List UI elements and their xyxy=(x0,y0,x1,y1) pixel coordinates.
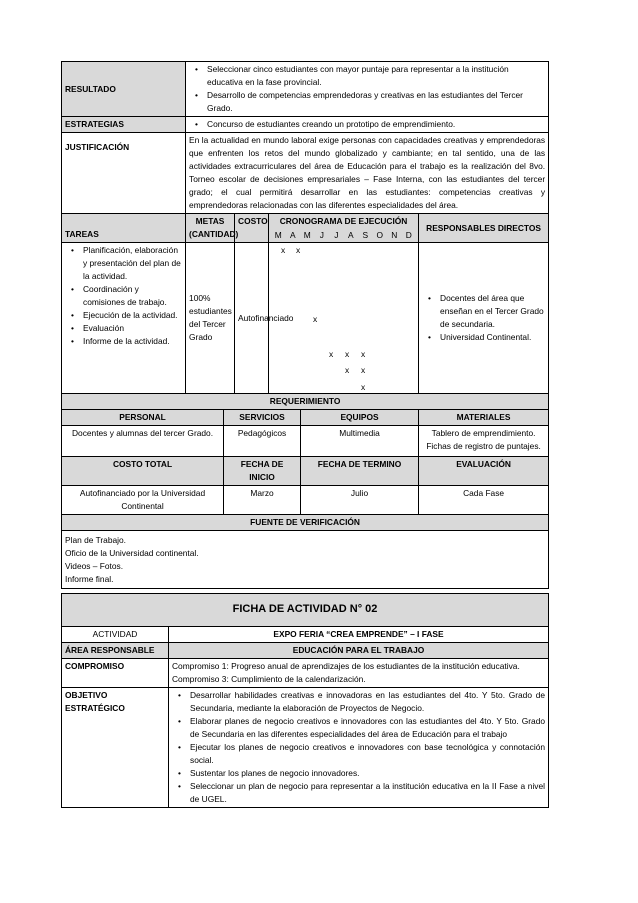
fuente-item: Plan de Trabajo. xyxy=(65,535,126,546)
justificacion-text: En la actualidad en mundo laboral exige personas con capacidades creativas y emprendedoras que enfrenten los retos del mundo globalizado y cambiante; en tal sentido, una de las actividades extracurriculares del área de Educación para el trabajo es la realización del 8vo. Torneo escolar de decisiones empresariales – Fase Interna, con las estudiantes del tercer grado; el cual permitirá desarrollar en las estudiantes: competencias creativas y emprendedoras relacionadas con las diferentes especialidades del área. xyxy=(186,133,549,214)
fuente-item: Informe final. xyxy=(65,574,114,585)
responsable-item: • Docentes del área que enseñan en el Tercer Grado de secundaria. xyxy=(440,292,545,331)
requerimiento-label: REQUERIMIENTO xyxy=(62,394,549,410)
costo-value: Autofinanciado xyxy=(235,243,269,394)
month-label: S xyxy=(362,229,369,240)
cost-header-evaluacion: EVALUACIÓN xyxy=(419,457,549,486)
fecha-termino-value: Julio xyxy=(301,486,419,515)
req-header-personal: PERSONAL xyxy=(62,410,224,426)
actividad-value: EXPO FERIA “CREA EMPRENDE” – I FASE xyxy=(169,627,549,643)
objetivo-content xyxy=(169,688,549,808)
sheet-title: FICHA DE ACTIVIDAD N° 02 xyxy=(62,594,549,627)
objetivo-item: • Sustentar los planes de negocio innovadores. xyxy=(190,767,545,780)
req-servicios: Pedagógicos xyxy=(224,426,301,457)
responsables-list xyxy=(419,243,549,394)
evaluacion-value: Cada Fase xyxy=(419,486,549,515)
tarea-item: • Informe de la actividad. xyxy=(83,335,182,348)
cost-header-termino: FECHA DE TERMINO xyxy=(301,457,419,486)
fuente-item: Oficio de la Universidad continental. xyxy=(65,548,199,559)
fuente-list xyxy=(62,531,549,589)
responsable-item: • Universidad Continental. xyxy=(440,331,545,344)
area-label: ÁREA RESPONSABLE xyxy=(62,643,169,659)
estrategias-content xyxy=(186,117,549,133)
month-label: M xyxy=(274,229,282,240)
objetivo-item: • Seleccionar un plan de negocio para representar a la institución educativa en la II Fase a nivel de UGEL. xyxy=(190,780,545,806)
resultado-item: • Seleccionar cinco estudiantes con mayor puntaje para representar a la institución educativa en la fase provincial. xyxy=(207,63,545,89)
req-header-servicios: SERVICIOS xyxy=(224,410,301,426)
header-costo: COSTO xyxy=(235,214,269,243)
tarea-item: • Planificación, elaboración y presentación del plan de la actividad. xyxy=(83,244,182,283)
estrategias-label: ESTRATEGIAS xyxy=(62,117,186,133)
month-label: A xyxy=(347,229,354,240)
objetivo-item: • Desarrollar habilidades creativas e innovadoras en las estudiantes del 4to. Y 5to. Grado de Secundaria, mediante la elaboración de Proyectos de Negocio. xyxy=(190,689,545,715)
objetivo-item: • Elaborar planes de negocio creativos e innovadores con las estudiantes del 4to. Y 5to. Grado de Secundaria en las diferentes especialidades del área de Educación para el trabajo xyxy=(190,715,545,741)
schedule-mark: x xyxy=(312,314,318,325)
activity-sheet-02 xyxy=(61,593,549,808)
month-label: N xyxy=(391,229,398,240)
month-label: A xyxy=(289,229,296,240)
tareas-list xyxy=(62,243,186,394)
req-personal: Docentes y alumnas del tercer Grado. xyxy=(62,426,224,457)
compromiso-line: Compromiso 1: Progreso anual de aprendizajes de los estudiantes de la institución educativa. xyxy=(172,661,520,672)
tarea-item: • Coordinación y comisiones de trabajo. xyxy=(83,283,182,309)
compromiso-content xyxy=(169,659,549,688)
schedule-mark: x xyxy=(328,349,334,360)
schedule-mark: x xyxy=(280,245,286,256)
month-label: J xyxy=(319,229,324,240)
estrategia-item: • Concurso de estudiantes creando un prototipo de emprendimiento. xyxy=(207,118,545,131)
schedule-mark: x xyxy=(360,349,366,360)
header-cronograma: CRONOGRAMA DE EJECUCIÓN xyxy=(269,214,419,229)
tarea-item: • Ejecución de la actividad. xyxy=(83,309,182,322)
resultado-item: • Desarrollo de competencias emprendedoras y creativas en las estudiantes del Tercer Grado. xyxy=(207,89,545,115)
month-label: M xyxy=(303,229,311,240)
cost-header-inicio: FECHA DE INICIO xyxy=(224,457,301,486)
compromiso-label: COMPROMISO xyxy=(62,659,169,688)
cost-header-total: COSTO TOTAL xyxy=(62,457,224,486)
header-tareas: TAREAS xyxy=(62,214,186,243)
fecha-inicio-value: Marzo xyxy=(224,486,301,515)
req-header-materiales: MATERIALES xyxy=(419,410,549,426)
req-equipos: Multimedia xyxy=(301,426,419,457)
resultado-label: RESULTADO xyxy=(62,62,186,117)
header-responsables: RESPONSABLES DIRECTOS xyxy=(419,214,549,243)
costo-total-value: Autofinanciado por la Universidad Continental xyxy=(62,486,224,515)
schedule-mark: x xyxy=(360,382,366,393)
req-header-equipos: EQUIPOS xyxy=(301,410,419,426)
schedule-mark: x xyxy=(360,365,366,376)
activity-sheet-continued xyxy=(61,61,549,589)
schedule-mark: x xyxy=(344,365,350,376)
fuente-label: FUENTE DE VERIFICACIÓN xyxy=(62,515,549,531)
compromiso-line: Compromiso 3: Cumplimiento de la calendarización. xyxy=(172,674,366,685)
objetivo-label: OBJETIVO ESTRATÉGICO xyxy=(62,688,169,808)
tarea-item: • Evaluación xyxy=(83,322,182,335)
month-label: O xyxy=(376,229,384,240)
objetivo-item: • Ejecutar los planes de negocio creativos e innovadores con base tecnológica y connotación social. xyxy=(190,741,545,767)
header-metas: METAS (CANTIDAD) xyxy=(186,214,235,243)
resultado-content xyxy=(186,62,549,117)
month-label: J xyxy=(334,229,339,240)
schedule-marks xyxy=(269,243,419,394)
month-label: D xyxy=(405,229,412,240)
actividad-label: ACTIVIDAD xyxy=(62,627,169,643)
metas-value: 100% estudiantes del Tercer Grado xyxy=(186,243,235,394)
req-materiales: Tablero de emprendimiento. Fichas de registro de puntajes. xyxy=(419,426,549,457)
justificacion-label: JUSTIFICACIÓN xyxy=(62,133,186,214)
fuente-item: Videos – Fotos. xyxy=(65,561,124,572)
schedule-mark: x xyxy=(295,245,301,256)
area-value: EDUCACIÓN PARA EL TRABAJO xyxy=(169,643,549,659)
schedule-mark: x xyxy=(344,349,350,360)
months-row xyxy=(269,229,419,243)
